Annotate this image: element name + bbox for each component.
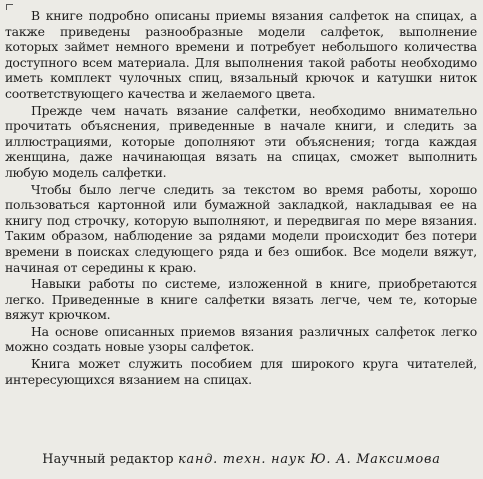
editor-name: канд. техн. наук Ю. А. Максимова [178, 452, 441, 467]
paragraph-before-start: Прежде чем начать вязание салфетки, необходимо внимательно прочитать объяснения, приведенные в начале книги, и следить за иллюстрациями, которые дополняют эти объяснения; тогда каждая женщина, даже начинающая вязать на спицах, сможет выполнить любую модель салфетки. [5, 102, 477, 180]
body-text [5, 8, 477, 388]
editor-credit [0, 452, 483, 467]
paragraph-new-patterns: На основе описанных приемов вязания различных салфеток легко можно создать новые узоры салфеток. [5, 323, 477, 355]
editor-role: Научный редактор [42, 452, 174, 467]
paragraph-skills: Навыки работы по системе, изложенной в книге, приобретаются легко. Приведенные в книге салфетки вязать легче, чем те, которые вяжут крючком. [5, 276, 477, 323]
paragraph-audience: Книга может служить пособием для широкого круга читателей, интересующихся вязанием на спицах. [5, 356, 477, 387]
paragraph-bookmark-tip: Чтобы было легче следить за текстом во время работы, хорошо пользоваться картонной или бумажной закладкой, накладывая ее на книгу под строчку, которую выполняют, и передвигая по мере вязания. Таким образом, наблюдение за рядами модели происходит без потери времени в поисках следующего ряда и без ошибок. Все модели вяжут, начиная от середины к краю. [5, 181, 477, 275]
paragraph-intro: В книге подробно описаны приемы вязания салфеток на спицах, а также приведены разнообразные модели салфеток, выполнение которых займет немного времени и потребует небольшого количества доступного всем материала. Для выполнения такой работы необходимо иметь комплект чулочных спиц, вязальный крючок и катушки ниток соответствующего качества и желаемого цвета. [5, 8, 477, 101]
